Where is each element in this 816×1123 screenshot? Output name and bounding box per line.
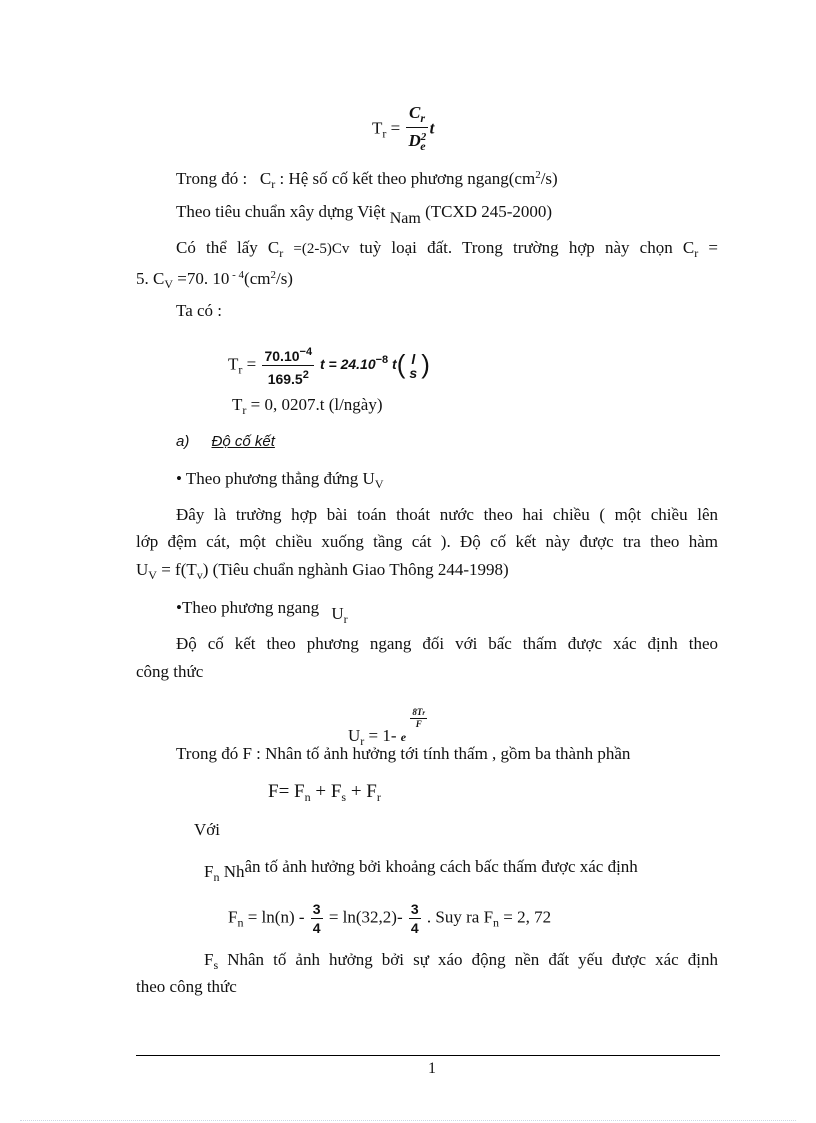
den-sup: 2 bbox=[420, 131, 427, 143]
fn-sub: n bbox=[213, 870, 220, 884]
bullet-icon: • bbox=[176, 598, 182, 617]
text-2: =(2-5)Cv bbox=[293, 241, 350, 257]
lhs: F bbox=[228, 907, 238, 927]
text-f: = f(T bbox=[156, 560, 197, 579]
paragraph-line-3 bbox=[136, 559, 509, 586]
formula-lhs-sub: r bbox=[382, 126, 387, 141]
p1: = ln(n) - bbox=[243, 907, 309, 927]
fn-nh: Nh bbox=[219, 862, 245, 881]
text-3: (cm bbox=[244, 269, 271, 288]
page-bottom-border bbox=[20, 1120, 796, 1121]
lhs-sub: r bbox=[238, 362, 243, 377]
text-1: 5. C bbox=[136, 269, 165, 288]
bullet-horizontal bbox=[176, 597, 348, 630]
voi: Với bbox=[194, 820, 220, 839]
heading-label: a) bbox=[176, 433, 190, 450]
paragraph2-line-2: công thức bbox=[136, 662, 204, 681]
lhs: U bbox=[348, 726, 361, 745]
den-sup: 2 bbox=[302, 369, 309, 381]
formula-lhs: T bbox=[372, 118, 383, 138]
bullet-sub: r bbox=[343, 612, 348, 626]
section-heading bbox=[176, 431, 275, 453]
p3: + F bbox=[346, 781, 377, 802]
exp-num-text: 8T bbox=[412, 707, 423, 717]
unit-sup: 2 bbox=[535, 169, 541, 181]
fn-definition bbox=[204, 856, 638, 888]
exp-den: F bbox=[415, 719, 422, 729]
num2: 3 bbox=[410, 901, 419, 917]
choose-cr-line bbox=[176, 237, 718, 264]
paragraph2-line-1: Độ cố kết theo phương ngang đối với bấc thấm được xác định theo bbox=[176, 634, 718, 653]
text-4: = bbox=[698, 238, 719, 257]
num1: 3 bbox=[312, 901, 321, 917]
num-c: C bbox=[409, 103, 421, 122]
fs-rest: Nhân tố ảnh hưởng bởi sự xáo động nền đất yếu được xác định bbox=[218, 950, 718, 969]
standard-code: (TCXD 245-2000) bbox=[425, 202, 553, 221]
fs-definition bbox=[204, 949, 718, 976]
lhs: T bbox=[232, 395, 243, 414]
sup-2: 2 bbox=[270, 269, 276, 281]
lhs-sub: r bbox=[242, 403, 247, 417]
fraction-3-4 bbox=[311, 900, 323, 937]
definition-text: : Hệ số cố kết theo phương ngang(cm bbox=[275, 169, 536, 188]
definition-cr bbox=[176, 164, 558, 195]
num-sub: r bbox=[420, 111, 426, 125]
bullet-vertical bbox=[176, 468, 383, 495]
standard-nam: Nam bbox=[389, 210, 421, 227]
p4: = 2, 72 bbox=[499, 907, 552, 927]
den-sub: e bbox=[420, 139, 426, 153]
text-1: Có thể lấy C bbox=[176, 238, 280, 257]
rest: = 0, 0207.t (l/ngày) bbox=[246, 395, 383, 414]
rest: = 1- bbox=[364, 726, 401, 745]
s1: n bbox=[304, 790, 311, 804]
lhs: T bbox=[228, 354, 239, 374]
fn-f: F bbox=[204, 862, 214, 881]
num: 70.10 bbox=[264, 348, 300, 364]
tail-t: t bbox=[388, 356, 397, 373]
den2: 4 bbox=[410, 920, 419, 936]
bullet-u: U bbox=[331, 604, 344, 623]
symbol-c-sub: r bbox=[271, 177, 276, 191]
bullet-sub: V bbox=[374, 477, 384, 491]
bullet-icon: • bbox=[176, 469, 182, 488]
formula-tr bbox=[372, 104, 434, 155]
p3-sub: n bbox=[493, 915, 500, 930]
paragraph-line-2: lớp đệm cát, một chiều xuống tầng cát ). Độ cố kết này được tra theo hàm bbox=[136, 532, 718, 551]
formula-tr-result bbox=[232, 394, 383, 421]
fs-sub: s bbox=[213, 958, 219, 972]
unit-fraction bbox=[407, 352, 419, 380]
footer-rule bbox=[136, 1055, 720, 1056]
bullet-text: Theo phương ngang bbox=[181, 598, 320, 617]
unit-end: /s) bbox=[540, 169, 558, 188]
exponent-fraction bbox=[410, 707, 427, 729]
fraction bbox=[262, 343, 314, 388]
den: 169.5 bbox=[267, 371, 303, 387]
p2: + F bbox=[310, 781, 342, 802]
standard-text: Theo tiêu chuẩn xây dựng Việt bbox=[176, 202, 386, 221]
text-2: =70. 10 bbox=[173, 269, 230, 288]
rhs bbox=[316, 349, 430, 381]
paragraph-line-1: Đây là trường hợp bài toán thoát nước theo hai chiều ( một chiều lên bbox=[176, 505, 718, 524]
unit-den: s bbox=[409, 364, 418, 381]
symbol-c: C bbox=[259, 169, 272, 188]
fraction bbox=[406, 104, 427, 155]
text-3: tuỳ loại đất. Trong trường hợp này chọn C bbox=[359, 238, 695, 257]
formula-tr-value bbox=[228, 343, 430, 388]
fraction-numerator bbox=[406, 104, 427, 128]
fn-rest: ân tố ảnh hưởng bởi khoảng cách bấc thấm được xác định bbox=[244, 857, 638, 876]
f-definition: Trong đó F : Nhân tố ảnh hưởng tới tính thấm , gồm ba thành phần bbox=[176, 744, 631, 763]
text-4: /s) bbox=[275, 269, 293, 288]
lhs-sub: r bbox=[360, 734, 365, 748]
fs-definition-2: theo công thức bbox=[136, 977, 237, 996]
standard-reference bbox=[176, 201, 552, 230]
bullet-text: Theo phương thẳng đứng U bbox=[185, 469, 375, 488]
s3: r bbox=[376, 790, 381, 804]
den-d: D bbox=[408, 131, 421, 150]
mid: t = 24.10 bbox=[316, 356, 376, 373]
prefix: Trong đó : bbox=[176, 169, 248, 188]
text-u: U bbox=[136, 560, 149, 579]
formula-f bbox=[268, 781, 381, 808]
mid-sup: −8 bbox=[375, 354, 389, 367]
paren-open: ( bbox=[396, 349, 406, 380]
fraction-denominator bbox=[262, 366, 314, 388]
sub-v: V bbox=[164, 277, 174, 291]
den1: 4 bbox=[312, 920, 321, 936]
sub-1: r bbox=[279, 246, 284, 260]
s2: s bbox=[341, 790, 347, 804]
fs-f: F bbox=[204, 950, 214, 969]
text-ref: ) (Tiêu chuẩn nghành Giao Thông 244-1998) bbox=[202, 560, 509, 579]
page-number: 1 bbox=[428, 1060, 436, 1077]
sub-v2: v bbox=[196, 568, 203, 582]
fraction-3-4-b bbox=[409, 900, 421, 937]
lhs-sub: n bbox=[237, 915, 244, 930]
heading-title: Độ cố kết bbox=[211, 433, 275, 450]
fraction-denominator bbox=[406, 128, 427, 155]
p1: F= F bbox=[268, 781, 305, 802]
p3: . Suy ra F bbox=[422, 907, 494, 927]
sub-3: r bbox=[694, 246, 699, 260]
eq: = bbox=[242, 354, 261, 374]
sub-v: V bbox=[148, 568, 157, 582]
e-symbol: e bbox=[400, 730, 407, 744]
formula-eq: = bbox=[386, 118, 405, 138]
formula-fn bbox=[228, 900, 551, 937]
sup-exp: - 4 bbox=[229, 269, 245, 281]
fraction-numerator bbox=[262, 343, 314, 366]
unit-num: l bbox=[411, 350, 416, 367]
exp-num-sub: r bbox=[422, 709, 426, 717]
exp-num bbox=[410, 707, 427, 719]
formula-tail: t bbox=[429, 118, 435, 138]
p2: = ln(32,2)- bbox=[324, 907, 407, 927]
cv-value-line bbox=[136, 264, 293, 295]
paren-close: ) bbox=[421, 349, 430, 380]
num-sup: −4 bbox=[299, 346, 313, 358]
ta-co: Ta có : bbox=[176, 301, 223, 320]
